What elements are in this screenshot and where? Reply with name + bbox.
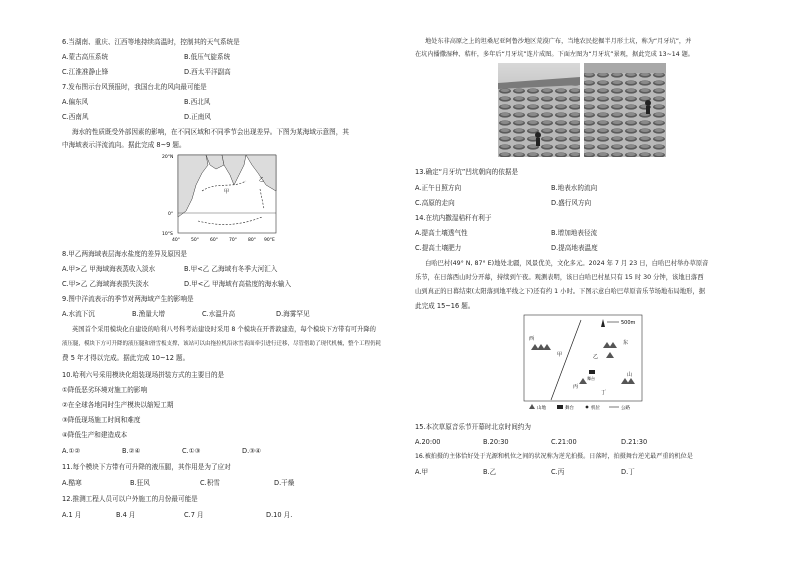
indian-ocean-map	[162, 151, 282, 243]
map-label-ding: 丁	[601, 390, 607, 396]
q14-option-d: D.提高地表温度	[551, 244, 598, 252]
q11-option-a: A.酷寒	[62, 479, 82, 487]
q9-option-d: D.海雾罕见	[276, 310, 310, 318]
lon-label-70: 70°	[229, 238, 237, 243]
q6-option-a: A.蒙古高压系统	[62, 53, 109, 61]
map-label-yi: 乙	[593, 354, 599, 360]
q7-option-a: A.偏东风	[62, 98, 89, 106]
q14-option-b: B.增加地表径流	[551, 229, 598, 237]
q9-stem: 9.图中洋流表示的季节对两海域产生的影响是	[62, 295, 194, 303]
q9-option-c: C.水温升高	[202, 310, 236, 318]
legend-camera: 机位	[591, 406, 600, 411]
q10-option-c: C.①③	[182, 447, 201, 455]
photo-right	[584, 63, 666, 157]
q15-option-c: C.21:00	[551, 438, 577, 446]
map-label-xi: 西	[529, 336, 535, 342]
lon-label-50: 50°	[191, 238, 199, 243]
passage-pits-line1: 地处东非高原之上的坦桑尼亚阿鲁沙地区荒漠广布，当地农民挖掘半月形土坑，称为“月牙坑”，并	[425, 38, 692, 45]
passage-ocean-line1: 海水的性质既受外部因素的影响，在不同区域和不同季节会出现差异。下图为某海域示意图，其	[72, 128, 349, 136]
q16-stem: 16.被拍摄的主体恰好处于光源和机位之间的状况称为逆光拍摄。日落时，拍摄舞台逆光最严重的机位是	[415, 453, 693, 460]
q15-option-b: B.20:30	[483, 438, 509, 446]
passage-station-line3: 费 5 年才得以完成。据此完成 10~12 题。	[62, 354, 190, 362]
passage-ocean-line2: 中海域表示洋流流向。据此完成 8~9 题。	[62, 141, 186, 149]
lon-label-90e: 90°E	[264, 238, 275, 243]
q8-option-d: D.甲<乙 甲海域有高盐度的海水输入	[184, 280, 292, 288]
legend-road: 公路	[621, 406, 630, 411]
passage-station-line1: 英国首个采用模块化自建设的哈利八号科考站建设时采用 8 个模块在开普敦建造，每个模块下方带有可升降的	[72, 326, 376, 333]
q11-option-d: D.干燥	[274, 479, 295, 487]
q10-item-2: ②在全球各地同时生产模块以缩短工期	[62, 401, 174, 409]
legend-stage: 舞台	[565, 406, 574, 411]
q12-option-d: D.10 月.	[266, 511, 293, 519]
q8-option-b: B.甲<乙 乙海域有冬季大河汇入	[184, 265, 278, 273]
lon-label-60: 60°	[210, 238, 218, 243]
q13-stem: 13.确定“月牙坑”凹坑朝向的依据是	[415, 168, 519, 176]
q14-stem: 14.在坑内撒湿秸秆有利于	[415, 214, 492, 222]
q6-option-b: B.低压气旋系统	[184, 53, 231, 61]
lat-label-10s: 10°S	[162, 232, 173, 237]
q9-option-a: A.水流下沉	[62, 310, 95, 318]
passage-station-line2: 液压腿，模块下方可升降的液压腿和滑雪板支撑，该站可以由拖拉机沿冰雪表面牵引进行迁移，尽管借助了现代机械，整个工程仍耗	[62, 341, 382, 347]
legend-mountain: 山地	[537, 406, 546, 411]
scale-label: 500m	[621, 320, 636, 326]
q8-option-c: C.甲>乙 乙海域海表损失淡水	[62, 280, 149, 288]
q10-item-1: ①降低恶劣环境对施工的影响	[62, 386, 148, 394]
passage-pits-line2: 在坑内播撒湿种、秸秆，多年后“月牙坑”连片成图。下面左图为“月牙坑”景观，据此完成 13~14 题。	[415, 51, 694, 58]
q16-option-d: D.丁	[621, 468, 635, 476]
lon-label-40: 40°	[172, 238, 180, 243]
q15-stem: 15.本次草原音乐节开幕时北京时间约为	[415, 423, 531, 431]
q7-option-c: C.西南风	[62, 113, 89, 121]
festival-site-map	[523, 314, 643, 412]
q16-option-a: A.甲	[415, 468, 429, 476]
q15-option-a: A.20:00	[415, 438, 441, 446]
map-label-yi: 乙	[259, 177, 265, 183]
q6-option-d: D.西太平洋副高	[184, 68, 231, 76]
q11-option-b: B.狂风	[130, 479, 150, 487]
lat-label-0: 0°	[168, 212, 174, 217]
passage-festival-line4: 此完成 15~16 题。	[415, 302, 475, 310]
q16-option-b: B.乙	[483, 468, 497, 476]
q11-stem: 11.每个模块下方带有可升降的液压腿，其作用是为了应对	[62, 463, 231, 471]
q14-option-c: C.提高土壤肥力	[415, 244, 462, 252]
q10-option-b: B.②④	[122, 447, 141, 455]
stage-marker	[589, 370, 595, 374]
map-label-dong: 东	[623, 340, 629, 346]
q12-option-b: B.4 月	[116, 511, 136, 519]
q8-option-a: A.甲>乙 甲海域海表蒸收入淡水	[62, 265, 156, 273]
q8-stem: 8.甲乙两海域表层海水盐度的差异及原因是	[62, 250, 187, 258]
q12-stem: 12.推测工程人员可以户外施工的月份最可能是	[62, 495, 198, 503]
lat-label-20n: 20°N	[162, 155, 174, 160]
q11-option-c: C.积雪	[200, 479, 220, 487]
q9-option-b: B.渔量大增	[132, 310, 165, 318]
q16-option-c: C.丙	[551, 468, 565, 476]
q12-option-c: C.7 月	[184, 511, 204, 519]
map-label-shan: 山	[627, 372, 633, 378]
q10-item-3: ③降低现场施工时间和难度	[62, 416, 141, 424]
q10-option-a: A.①②	[62, 447, 81, 455]
q10-stem: 10.哈利六号采用模块化组装现场拼装方式的主要目的是	[62, 371, 225, 379]
passage-festival-line3: 山到真正的日暮结束(太阳落到地平线之下)还有约 1 小时。下图示意白哈巴草原音乐节场地布局地形，据	[415, 288, 705, 295]
q15-option-d: D.21:30	[621, 438, 648, 446]
map-legend	[529, 404, 630, 411]
map-label-jia: 甲	[557, 352, 563, 358]
q7-option-d: D.正南风	[184, 113, 211, 121]
q13-option-b: B.地表水的流向	[551, 184, 598, 192]
photo-left	[498, 63, 580, 157]
lon-label-80: 80°	[248, 238, 256, 243]
q13-option-c: C.高原的走向	[415, 199, 455, 207]
q6-stem: 6.当湖南、重庆、江西等地持续高温时，控制其的天气系统是	[62, 38, 240, 46]
q10-item-4: ④降低生产和建造成本	[62, 431, 128, 439]
map-label-stage: 舞台	[587, 376, 595, 381]
q13-option-d: D.盛行风方向	[551, 199, 592, 207]
q7-stem: 7.发布图示台风预报时，我国台北的风向最可能是	[62, 83, 207, 91]
crescent-pit-photos	[498, 63, 666, 157]
q10-option-d: D.③④	[242, 447, 261, 455]
q14-option-a: A.提高土壤透气性	[415, 229, 468, 237]
passage-festival-line1: 白哈巴村(49° N, 87° E)地处北疆，风景优美，文化多元。2024 年 7 月 23 日，白哈巴村举办草原音	[425, 260, 709, 267]
q7-option-b: B.西北风	[184, 98, 211, 106]
q13-option-a: A.正午日照方向	[415, 184, 462, 192]
q12-option-a: A.1 月	[62, 511, 82, 519]
map-label-jia: 甲	[224, 189, 230, 195]
passage-festival-line2: 乐节，在日落西山时分开幕，持续到午夜。观测表明，该日白哈巴村星只有 15 时 30 分钟，该地日落西	[415, 274, 704, 281]
q6-option-c: C.江淮准静止锋	[62, 68, 109, 76]
map-label-bing: 丙	[573, 384, 579, 390]
